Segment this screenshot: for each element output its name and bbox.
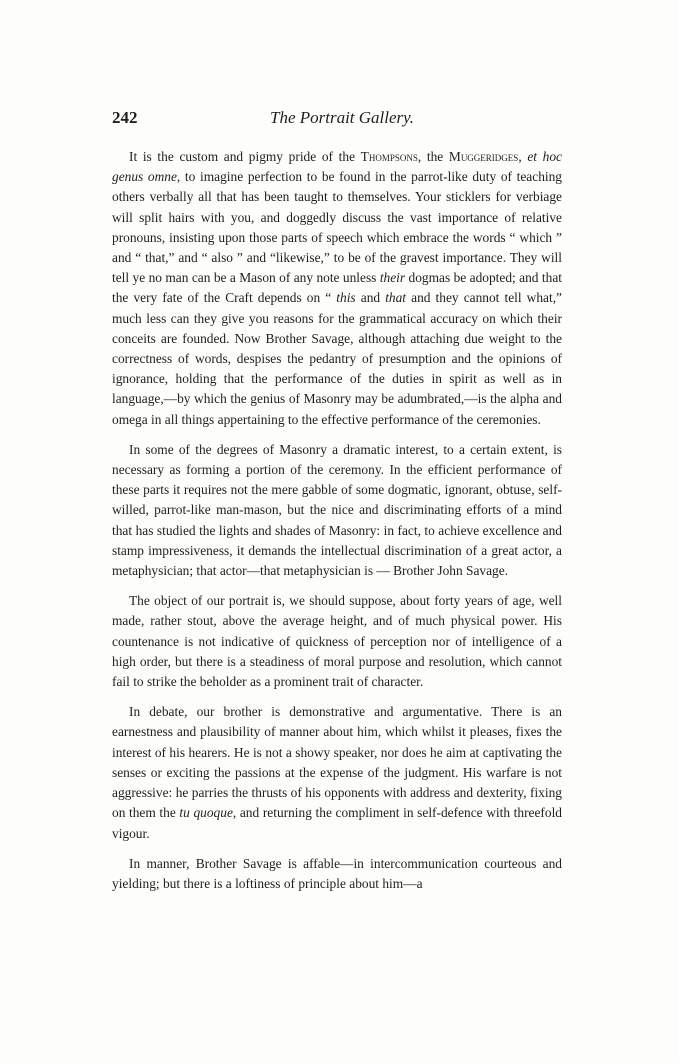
- text-run: In some of the degrees of Masonry a dramatic interest, to a certain extent, is necessary as forming a portion of the ceremony. In the efficient performance of these parts it requires not the mere gabble of some dogmatic, ignorant, obtuse, self-willed, parrot-like man-mason, but the nice and discriminating efforts of a mind that has studied the lights and shades of Masonry: in fact, to achieve excellence and stamp impressiveness, it demands the intellectual discrimination of a great actor, a metaphysician; that actor—that metaphysician is — Brother John Savage.: [112, 441, 562, 579]
- italic-text-run: their: [379, 270, 406, 286]
- text-run: dogmas be adopted; and that the very fate of the Craft depends on “: [112, 270, 563, 306]
- body-text: [112, 147, 562, 894]
- running-title: The Portrait Gallery.: [269, 108, 415, 127]
- text-run: ,: [518, 149, 528, 164]
- italic-text-run: tu quoque: [179, 805, 233, 821]
- page-number: 242: [112, 108, 138, 127]
- page-header: [112, 108, 572, 134]
- text-run: It is the custom and pigmy pride of the: [129, 149, 361, 164]
- italic-text-run: et hoc genus omne: [112, 149, 562, 185]
- text-run: , the: [417, 149, 449, 164]
- text-run: The object of our portrait is, we should suppose, about forty years of age, well made, rather stout, above the average height, and of much physical power. His countenance is not indicative of quickness of perception nor of intelligence of a high order, but there is a steadiness of moral purpose and resolution, which cannot fail to strike the beholder as a prominent trait of character.: [112, 593, 562, 690]
- italic-text-run: this: [336, 290, 356, 306]
- paragraph: [112, 147, 562, 430]
- paragraph: [112, 440, 562, 581]
- text-run: and: [355, 290, 386, 306]
- paragraph: [112, 591, 562, 692]
- text-run: , to imagine perfection to be found in the parrot-like duty of teaching others verbally all that has been taught to themselves. Your sticklers for verbiage will split hairs with you, and doggedly discuss the vast importance of relative pronouns, insisting upon those parts of speech which embrace the words “ which ” and “ that,” and “ also ” and “likewise,” to be of the gravest importance. They will tell ye no man can be a Mason of any note unless: [112, 169, 563, 286]
- italic-text-run: that: [385, 290, 407, 306]
- smallcaps-text-run: Muggeridges: [448, 149, 519, 164]
- text-run: In manner, Brother Savage is affable—in intercommunication courteous and yielding; but there is a loftiness of principle about him—a: [112, 855, 562, 891]
- paragraph: [112, 854, 562, 894]
- text-run: In debate, our brother is demonstrative and argumentative. There is an earnestness and plausibility of manner about him, which whilst it pleases, fixes the interest of his hearers. He is not a showy speaker, nor does he aim at captivating the senses or exciting the passions at the expense of the judgment. His warfare is not aggressive: he parries the thrusts of his opponents with address and dexterity, fixing on them the: [112, 704, 562, 821]
- paragraph: [112, 702, 562, 843]
- smallcaps-text-run: Thompsons: [360, 149, 418, 164]
- text-run: , and returning the compliment in self-defence with threefold vigour.: [112, 805, 562, 841]
- text-run: and they cannot tell what,” much less can they give you reasons for the grammatical accuracy on which their conceits are founded. Now Brother Savage, although attaching due weight to the correctness of words, despises the pedantry of presumption and the opinions of ignorance, holding that the performance of the duties in spirit as well as in language,—by which the genius of Masonry may be adumbrated,—is the alpha and omega in all things appertaining to the effective performance of the ceremonies.: [112, 290, 563, 427]
